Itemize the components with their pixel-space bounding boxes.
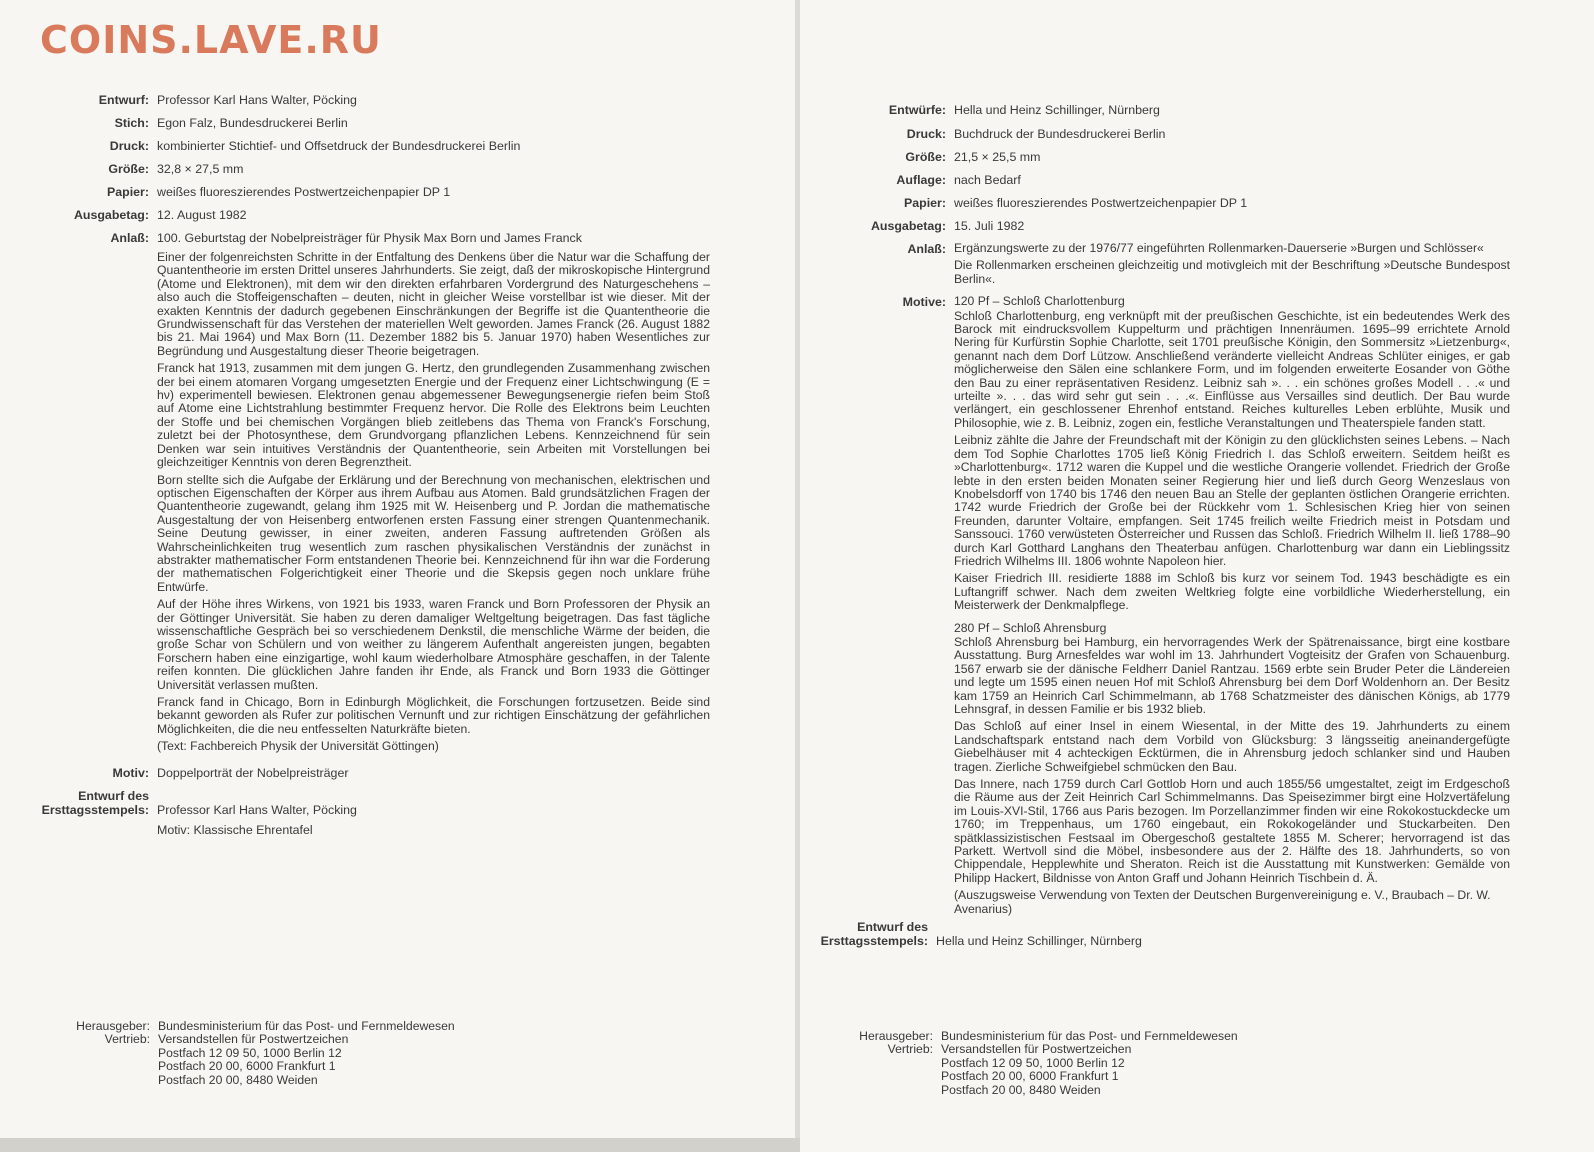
footer-label: Herausgeber: (859, 1029, 933, 1043)
field-motiv (30, 766, 710, 780)
field-value: weißes fluoreszierendes Postwertzeichenpapier DP 1 (157, 185, 451, 199)
left-fields (30, 93, 710, 837)
paragraph: Kaiser Friedrich III. residierte 1888 im Schloß bis kurz vor seinem Tod. 1943 beschädigte es ein Luftangriff schwer. Nach dem zweiten Weltkrieg folgte eine vorbildliche Wiederherstellung, ein Meisterwerk der Denkmalpflege. (954, 571, 1510, 613)
paragraph: Born stellte sich die Aufgabe der Erklärung und der Berechnung von mechanischen, elektrischen und optischen Eigenschaften der Körper aus ihrem Aufbau aus Atomen. Bald grundsätzlichen Fragen der Quantentheorie zugewandt, gelang ihm 1925 mit W. Heisenberg und P. Jordan die mathematische Ausgestaltung der von Heisenberg entworfenen ersten Fassung einer strengen Quantenmechanik. Seine Deutung gewisser, in einer zweiten, anderen Fassung auftretenden Größen als Wahrscheinlichkeiten trug wesentlich zum raschen physikalischen Verständnis der zunächst in abstrakter mathematischer Form entstandenen Theorie bei. Kennzeichnend für ihn war die Forderung der mathematischen Folgerichtigkeit einer Theorie und die Skepsis gegen noch unklare frühe Entwürfe. (157, 472, 710, 594)
field-value: Doppelporträt der Nobelpreisträger (157, 765, 349, 780)
field-label: Anlaß: (907, 242, 946, 256)
field-druck (30, 139, 710, 153)
footer-label: Vertrieb: (887, 1042, 933, 1057)
source-note: (Text: Fachbereich Physik der Universität Göttingen) (157, 739, 439, 754)
field-label: Anlaß: (110, 231, 149, 245)
field-value: 15. Juli 1982 (954, 219, 1025, 233)
motive-title: 280 Pf – Schloß Ahrensburg (954, 620, 1107, 635)
field-label: Papier: (106, 185, 149, 199)
field-value: Professor Karl Hans Walter, Pöcking (157, 802, 357, 817)
field-label: Größe: (905, 150, 946, 164)
field-label: Entwürfe: (888, 103, 946, 117)
field-entwuerfe (830, 103, 1510, 117)
field-papier (30, 185, 710, 199)
left-sheet (0, 0, 796, 1138)
paragraph: Franck hat 1913, zusammen mit dem jungen G. Hertz, den grundlegenden Zusammenhang zwischen der bei einem atomaren Vorgang umgesetzten Energie und der Frequenz einer Lichtschwingung (E = hν) experimentell bewiesen. Elektronen genau abgemessener Bewegungsenergie riefen beim Stoß auf Atome eine Lichtstrahlung bestimmter Frequenz hervor. Die Rolle des Elektrons beim Leuchten der Stoffe und bei chemischen Vorgängen blieb zeitlebens das Thema von Franck's Forschung, zuletzt bei der Photosynthese, dem Grundvorgang pflanzlichen Lebens. Kennzeichnend für sein Denken war sein intuitives Verständnis der Quantentheorie, sein Arbeiten mit Vorstellungen bei gleichzeitiger Kenntnis von deren Begrenztheit. (157, 361, 710, 470)
field-motive (830, 295, 1510, 920)
paragraph: Ergänzungswerte zu der 1976/77 eingeführten Rollenmarken-Dauerserie »Burgen und Schlösser« (954, 241, 1484, 255)
anlass-body (157, 251, 710, 758)
anlass-text (30, 251, 710, 758)
paragraph: Schloß Ahrensburg bei Hamburg, ein hervorragendes Werk der Spätrenaissance, birgt eine kostbare Ausstattung. Burg Arnesfeldes war wohl im 13. Jahrhundert Vogteisitz der Grafen von Schauenburg. 1567 erwarb sie der dänische Feldherr Daniel Rantzau. 1569 erbte sein Bruder Peter die Ländereien und legte um 1595 einen neuen Hof mit Schloß Ahrensburg bei dem Dorf Woldenhorn an. Der Besitz kam 1759 an Heinrich Carl Schimmelmann, ab 1768 Schatzmeister des dänischen Königs, ab 1779 Lehnsgraf, in dessen Familie er bis 1932 blieb. (954, 634, 1510, 716)
field-value: nach Bedarf (954, 173, 1021, 187)
field-ausgabetag (830, 219, 1510, 233)
field-ausgabetag (30, 208, 710, 222)
field-value: Egon Falz, Bundesdruckerei Berlin (157, 116, 348, 130)
right-fields (820, 103, 1510, 949)
field-label: Papier: (903, 196, 946, 210)
field-value: 21,5 × 25,5 mm (954, 150, 1041, 164)
field-ersttagsstempel (30, 789, 710, 837)
field-groesse (30, 162, 710, 176)
field-anlass (830, 242, 1510, 286)
field-label: Entwurf des (857, 920, 928, 935)
paragraph: Das Innere, nach 1759 durch Carl Gottlob Horn und auch 1855/56 umgestaltet, zeigt im Erdgeschoß die Räume aus der Zeit Heinrich Carl Schimmelmanns. Das Speisezimmer birgt eine Holzvertäfelung im Louis-XVI-Stil, 1766 aus Paris bezogen. Im Porzellanzimmer finden wir eine Rokokostuckdecke um 1760; im Treppenhaus, um 1760 eingebaut, ein Rokokogeländer und Stuckarbeiten. Den spätklassizistischen Festsaal im Obergeschoß gestaltete 1855 M. Scherer; hervorragend ist das Parkett. Wertvoll sind die Möbel, insbesondere aus der 2. Hälfte des 18. Jahrhunderts, so von Chippendale, Hepplewhite und Sheraton. Reich ist die Ausstattung mit Kunstwerken: Gemälde von Philipp Hackert, Bildnisse von Anton Graff und Johann Heinrich Tischbein d. Ä. (954, 777, 1510, 885)
field-value: Hella und Heinz Schillinger, Nürnberg (954, 103, 1160, 117)
footer-line: Versandstellen für Postwertzeichen (158, 1032, 349, 1047)
field-label: Ausgabetag: (73, 208, 149, 222)
footer-line: Versandstellen für Postwertzeichen (941, 1042, 1132, 1057)
field-label: Motive: (902, 295, 946, 310)
footer-line: Postfach 20 00, 8480 Weiden (158, 1072, 318, 1087)
field-ersttagsstempel (812, 920, 1510, 948)
field-label: Ersttagsstempels: (41, 802, 149, 817)
footer-label: Vertrieb: (104, 1032, 150, 1047)
field-stich (30, 116, 710, 130)
footer-line: Postfach 20 00, 6000 Frankfurt 1 (158, 1059, 336, 1074)
paragraph: Leibniz zählte die Jahre der Freundschaft mit der Königin zu den glücklichsten seines Lebens. – Nach dem Tod Sophie Charlottes 1705 ließ König Friedrich I. das Schloß erweitern. Seitdem heißt es »Charlottenburg«. 1712 waren die Kuppel und die westliche Orangerie vollendet. Friedrich der Große lebte in den ersten beiden Monaten seiner Regierung hier und ließ durch Georg Wenzeslaus von Knobelsdorff von 1740 bis 1746 den neuen Bau an Stelle der geplanten östlichen Orangerie errichten. 1742 wurde Friedrich der Große bei der Rückkehr vom 1. Schlesischen Krieg hier von seinen Freunden, darunter Voltaire, empfangen. Seit 1745 freilich weilte Friedrich meist in Potsdam und Sanssouci. 1760 verwüsteten Österreicher und Russen das Schloß. Friedrich Wilhelm II. ließ 1788–90 durch Karl Gotthard Langhans den Theaterbau anfügen. Charlottenburg war dann ein Lieblingssitz Friedrich Wilhelms III. 1806 wohnte Napoleon hier. (954, 433, 1510, 568)
field-value: Hella und Heinz Schillinger, Nürnberg (936, 934, 1142, 949)
watermark: COINS.LAVE.RU (40, 18, 382, 62)
field-label: Ersttagsstempels: (820, 934, 928, 949)
source-note: (Auszugsweise Verwendung von Texten der Deutschen Burgenvereinigung e. V., Braubach – Dr. W. Avenarius) (954, 888, 1491, 916)
field-auflage (830, 173, 1510, 187)
field-value: Buchdruck der Bundesdruckerei Berlin (954, 127, 1166, 141)
footer-line: Postfach 12 09 50, 1000 Berlin 12 (941, 1055, 1125, 1070)
footer-line: Bundesministerium für das Post- und Fernmeldewesen (941, 1029, 1238, 1043)
footer-label: Herausgeber: (76, 1019, 150, 1033)
anlass-title: 100. Geburtstag der Nobelpreisträger für Physik Max Born und James Franck (157, 231, 582, 245)
paragraph: Einer der folgenreichsten Schritte in der Entfaltung des Denkens über die Natur war die Schaffung der Quantentheorie im ersten Drittel unseres Jahrhunderts. Sie zeigt, daß der mikroskopische Hintergrund (Atome und Elektronen), mit dem wir den direkten erfahrbaren Vordergrund des Naturgeschehens – also auch die Stoffeigenschaften – deuten, nicht in gleicher Weise vorstellbar ist wie dieser. Mit der exakten Kenntnis der dadurch gegebenen Einschränkungen der Begriffe ist die Quantentheorie die Grundwissenschaft für das Verstehen der materiellen Welt geworden. James Franck (26. August 1882 bis 21. Mai 1964) und Max Born (11. Dezember 1882 bis 5. Januar 1970) haben Wesentliches zur Begründung und Ausgestaltung dieser Theorie beigetragen. (157, 250, 710, 358)
page-bottom-edge (0, 1138, 800, 1152)
footer-line: Postfach 20 00, 8480 Weiden (941, 1082, 1101, 1097)
field-label: Auflage: (896, 173, 946, 187)
footer-line: Bundesministerium für das Post- und Fernmeldewesen (158, 1019, 455, 1033)
field-label: Ausgabetag: (870, 219, 946, 233)
field-value: Professor Karl Hans Walter, Pöcking (157, 93, 357, 107)
paragraph: Das Schloß auf einer Insel in einem Wiesental, in der Mitte des 19. Jahrhunderts zu einem Landschaftspark entstand nach dem Vorbild von Glücksburg: 3 längsseitig aneinandergefügte Giebelhäuser mit 4 achteckigen Ecktürmen, die in Ahrensburg jedoch schlanker sind und Hauben tragen. Zierliche Schweifgiebel schmücken den Bau. (954, 719, 1510, 774)
field-label: Druck: (109, 139, 149, 153)
field-value: 32,8 × 27,5 mm (157, 162, 244, 176)
field-anlass (30, 231, 710, 245)
paragraph: Die Rollenmarken erscheinen gleichzeitig und motivgleich mit der Beschriftung »Deutsche Bundespost Berlin«. (954, 258, 1510, 286)
field-label: Größe: (108, 162, 149, 176)
field-value: kombinierter Stichtief- und Offsetdruck der Bundesdruckerei Berlin (157, 139, 521, 153)
paragraph: Schloß Charlottenburg, eng verknüpft mit der preußischen Geschichte, ist ein bedeutendes Werk des Barock mit eindrucksvollem Kuppelturm und prächtigen Innenräumen. 1695–99 errichtete Arnold Nering für Kurfürstin Sophie Charlotte, seit 1701 preußische Königin, den Sommersitz »Lietzenburg«, genannt nach dem Dorf Lützow. Anschließend veränderte vielleicht Andreas Schlüter einiges, er gab möglicherweise den Sälen eine schlankere Form, und im folgenden erweiterte Eosander von Göthe den Bau zu einer repräsentativen Residenz. Leibniz sah ». . . ein schönes großes Modell . . .« und urteilte ». . . das wird sehr gut sein . . .«. Einflüsse aus Versailles sind deutlich. Der Bau wurde verlängert, ein geschlossener Ehrenhof entstand. Reiches kulturelles Leben erblühte, Musik und Philosophie, wie z. B. Leibniz, zogen ein, festliche Veranstaltungen und Theaterspiele fanden statt. (954, 308, 1510, 430)
paragraph: Franck fand in Chicago, Born in Edinburgh Möglichkeit, die Forschungen fortzusetzen. Beide sind bekannt geworden als Rufer zur politischen Vernunft und zur richtigen Einschätzung der gefährlichen Möglichkeiten, die die neu entfesselten Naturkräfte bieten. (157, 695, 710, 736)
footer-line: Postfach 20 00, 6000 Frankfurt 1 (941, 1069, 1119, 1084)
field-label: Entwurf: (98, 93, 149, 107)
footer-line: Postfach 12 09 50, 1000 Berlin 12 (158, 1045, 342, 1060)
left-footer (30, 1020, 455, 1087)
paragraph: Auf der Höhe ihres Wirkens, von 1921 bis 1933, waren Franck und Born Professoren der Physik an der Göttinger Universität. Sie haben zu deren damaliger Weltgeltung beigetragen. Das fast tägliche wissenschaftliche Gespräch bei so verschiedenem Denkstil, die menschliche Wärme der beiden, die große Schar von Schülern und von weither zu längerem Aufenthalt angereisten jungen, begabten Forschern haben eine einzigartige, wohl kaum wiederholbare Atmosphäre geschaffen, in der Talente reifen konnten. Die glücklichen Jahre fanden ihr Ende, als Franck und Born 1933 die Göttinger Universität verlassen mußten. (157, 597, 710, 692)
field-groesse (830, 150, 1510, 164)
field-entwurf (30, 93, 710, 107)
field-value: 12. August 1982 (157, 208, 247, 222)
field-label: Druck: (906, 127, 946, 141)
field-label: Motiv: (112, 765, 149, 780)
field-value: weißes fluoreszierendes Postwertzeichenpapier DP 1 (954, 196, 1248, 210)
field-label: Entwurf des (78, 788, 149, 803)
field-druck (830, 127, 1510, 141)
field-papier (830, 196, 1510, 210)
stempel-motiv: Motiv: Klassische Ehrentafel (157, 822, 313, 837)
field-label: Stich: (114, 116, 149, 130)
right-footer (812, 1030, 1238, 1097)
motive-title: 120 Pf – Schloß Charlottenburg (954, 294, 1125, 309)
